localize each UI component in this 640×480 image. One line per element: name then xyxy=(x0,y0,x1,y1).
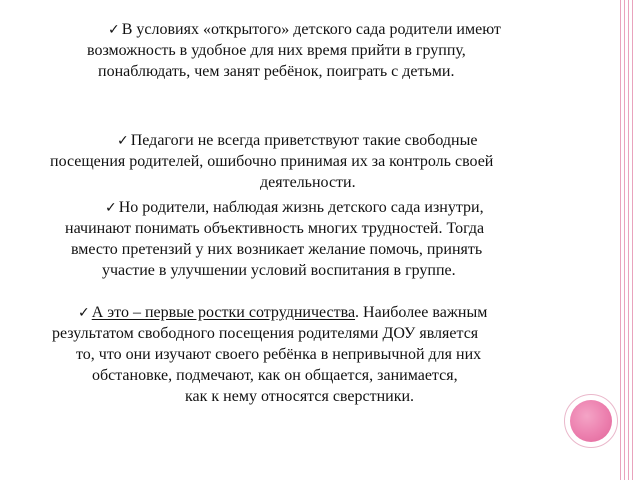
text-line: возможность в удобное для них время прийти в группу, xyxy=(87,42,466,59)
text-line: начинают понимать объективность многих трудностей. Тогда xyxy=(65,220,485,237)
text-line: посещения родителей, ошибочно принимая их за контроль своей xyxy=(50,153,494,170)
frame-line xyxy=(620,0,621,480)
text-line: ✓ Но родители, наблюдая жизнь детского сада изнутри, xyxy=(105,199,484,216)
text-line: как к нему относятся сверстники. xyxy=(185,388,415,405)
text-line: понаблюдать, чем занят ребёнок, поиграть с детьми. xyxy=(98,63,455,80)
frame-line xyxy=(632,0,633,480)
frame-line xyxy=(628,0,629,480)
text-line: участие в улучшении условий воспитания в группе. xyxy=(102,262,456,279)
text-line: результатом свободного посещения родителями ДОУ является xyxy=(52,325,479,342)
text-line: ✓ Педагоги не всегда приветствуют такие свободные xyxy=(117,132,478,149)
frame-line xyxy=(624,0,625,480)
checkmark-icon: ✓ xyxy=(117,133,129,149)
checkmark-icon: ✓ xyxy=(108,22,120,38)
text-line: вместо претензий у них возникает желание помочь, принять xyxy=(71,241,483,258)
slide-body xyxy=(40,0,580,480)
checkmark-icon: ✓ xyxy=(105,200,117,216)
emphasis-text: А это – первые ростки сотрудничества xyxy=(91,304,356,321)
text-line: то, что они изучают своего ребёнка в непривычной для них xyxy=(76,346,482,363)
text-line: ✓ В условиях «открытого» детского сада родители имеют xyxy=(108,21,501,38)
text-line: деятельности. xyxy=(260,174,356,191)
text-line: обстановке, подмечают, как он общается, занимается, xyxy=(92,367,458,384)
text-line: ✓ А это – первые ростки сотрудничества. Наиболее важным xyxy=(78,304,488,321)
checkmark-icon: ✓ xyxy=(78,305,90,321)
